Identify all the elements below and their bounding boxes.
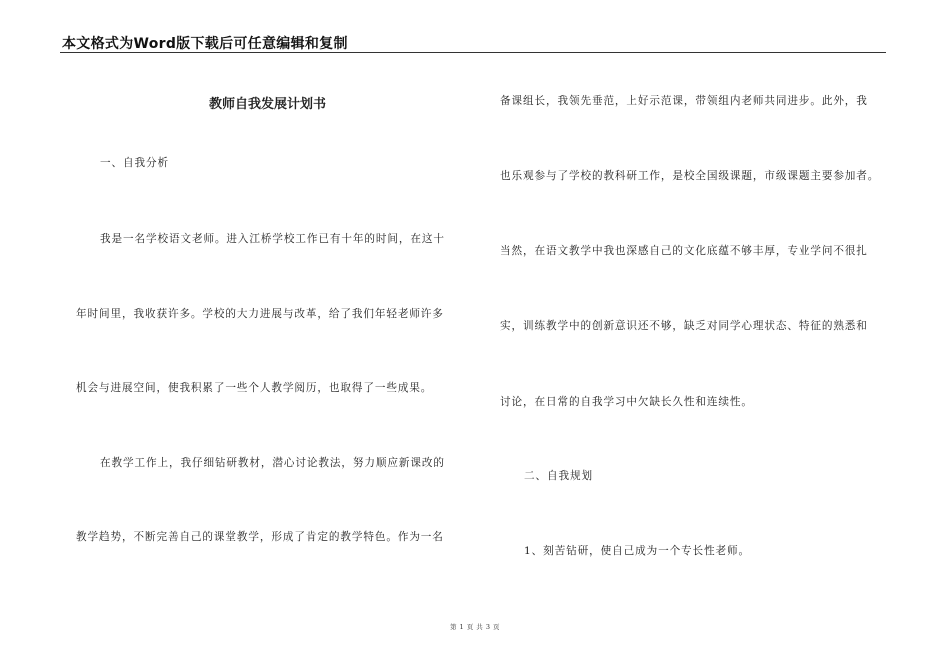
header-title: 本文格式为Word版下载后可任意编辑和复制 — [62, 36, 348, 52]
document-title: 教师自我发展计划书 — [208, 97, 326, 112]
header-divider — [60, 52, 886, 53]
page-number: 第 1 页 共 3 页 — [449, 623, 501, 631]
paragraph-line: 备课组长，我领先垂范，上好示范课，带领组内老师共同进步。此外，我 — [500, 95, 868, 107]
paragraph-line: 实，训练教学中的创新意识还不够，缺乏对同学心理状态、特征的熟悉和 — [500, 320, 868, 332]
list-item: 1、刻苦钻研，使自己成为一个专长性老师。 — [524, 545, 751, 557]
paragraph-line: 也乐观参与了学校的教科研工作，是校全国级课题，市级课题主要参加者。 — [500, 170, 880, 182]
paragraph-line: 在教学工作上，我仔细钻研教材，潜心讨论教法，努力顺应新课改的 — [100, 457, 445, 469]
section-heading-self-plan: 二、自我规划 — [524, 470, 593, 482]
paragraph-line: 讨论，在日常的自我学习中欠缺长久性和连续性。 — [500, 396, 753, 408]
paragraph-line: 教学趋势，不断完善自己的课堂教学，形成了肯定的教学特色。作为一名 — [76, 531, 444, 543]
section-heading-self-analysis: 一、自我分析 — [100, 157, 169, 169]
paragraph-line: 我是一名学校语文老师。进入江桥学校工作已有十年的时间，在这十 — [100, 233, 445, 245]
paragraph-line: 机会与进展空间，使我积累了一些个人教学阅历，也取得了一些成果。 — [76, 382, 433, 394]
paragraph-line: 年时间里，我收获许多。学校的大力进展与改革，给了我们年轻老师许多 — [76, 308, 444, 320]
paragraph-line: 当然，在语文教学中我也深感自己的文化底蕴不够丰厚，专业学问不很扎 — [500, 245, 868, 257]
